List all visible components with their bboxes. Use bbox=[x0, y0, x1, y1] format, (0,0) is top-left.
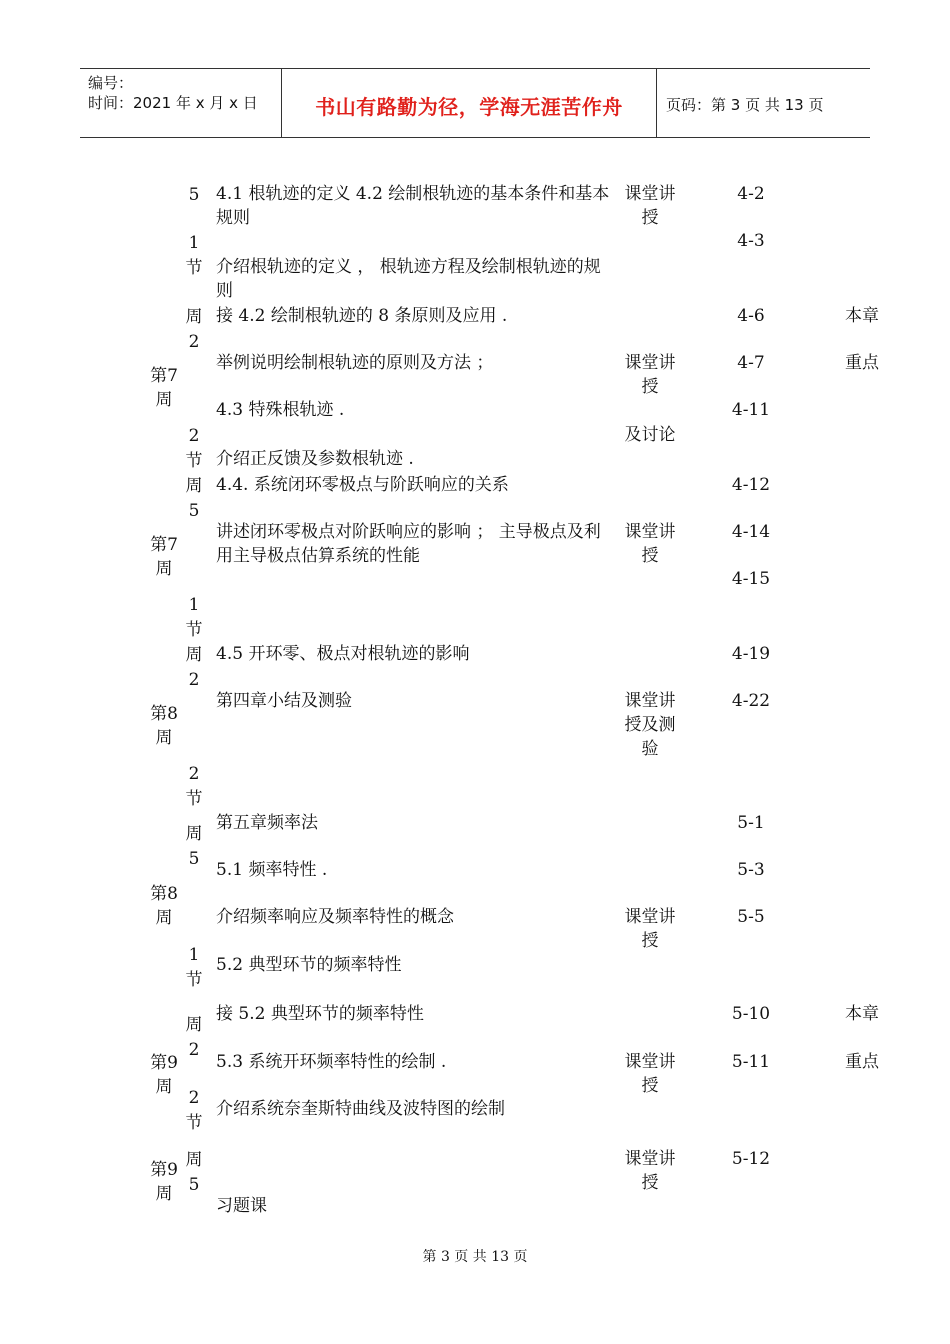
session-char: 节 bbox=[185, 451, 203, 471]
exercise-number: 5-12 bbox=[731, 1149, 771, 1169]
session-char: 5 bbox=[188, 1175, 200, 1195]
session-char: 1 bbox=[188, 595, 200, 615]
content-item: 举例说明绘制根轨迹的原则及方法 ； bbox=[216, 353, 494, 373]
session-char: 5 bbox=[188, 185, 200, 205]
exercise-number: 4-2 bbox=[737, 184, 765, 204]
teaching-method: 课堂讲 授 bbox=[624, 1052, 676, 1096]
exercise-number: 4-3 bbox=[737, 231, 765, 251]
session-char: 5 bbox=[188, 849, 200, 869]
content-item: 4.4. 系统闭环零极点与阶跃响应的关系 bbox=[216, 475, 509, 495]
content-item: 介绍根轨迹的定义 ， 根轨迹方程及绘制根轨迹的规则 bbox=[216, 257, 601, 301]
session-char: 周 bbox=[185, 307, 203, 327]
session-char: 节 bbox=[185, 258, 203, 278]
content-item: 5.3 系统开环频率特性的绘制 . bbox=[216, 1052, 447, 1072]
exercise-number: 4-22 bbox=[731, 691, 771, 711]
week-label: 第8 周 bbox=[150, 704, 178, 748]
content-item: 第四章小结及测验 bbox=[216, 691, 352, 711]
content-item: 第五章频率法 bbox=[216, 813, 318, 833]
document-date: 时间：2021 年 x 月 x 日 bbox=[88, 94, 258, 112]
session-char: 周 bbox=[185, 1015, 203, 1035]
teaching-method: 课堂讲 授 bbox=[624, 522, 676, 566]
header-divider bbox=[656, 69, 657, 137]
teaching-method: 课堂讲 授 bbox=[624, 1149, 676, 1193]
session-char: 2 bbox=[188, 332, 200, 352]
session-char: 节 bbox=[185, 970, 203, 990]
content-item: 介绍系统奈奎斯特曲线及波特图的绘制 bbox=[216, 1099, 505, 1119]
week-label: 第7 周 bbox=[150, 366, 178, 410]
teaching-method: 课堂讲 授 bbox=[624, 184, 676, 228]
session-char: 2 bbox=[188, 1088, 200, 1108]
session-char: 周 bbox=[185, 645, 203, 665]
content-item: 5.1 频率特性 . bbox=[216, 860, 328, 880]
week-label: 第9 周 bbox=[150, 1053, 178, 1097]
content-item: 4.1 根轨迹的定义 4.2 绘制根轨迹的基本条件和基本规则 bbox=[216, 184, 610, 228]
exercise-number: 4-14 bbox=[731, 522, 771, 542]
session-char: 2 bbox=[188, 764, 200, 784]
session-char: 节 bbox=[185, 620, 203, 640]
exercise-number: 5-11 bbox=[731, 1052, 771, 1072]
session-char: 2 bbox=[188, 1040, 200, 1060]
session-char: 1 bbox=[188, 233, 200, 253]
session-char: 周 bbox=[185, 824, 203, 844]
header-motto: 书山有路勤为径，学海无涯苦作舟 bbox=[315, 95, 623, 119]
content-item: 接 5.2 典型环节的频率特性 bbox=[216, 1004, 424, 1024]
document-number-label: 编号： bbox=[88, 74, 134, 92]
content-item: 习题课 bbox=[216, 1196, 267, 1216]
session-char: 周 bbox=[185, 1150, 203, 1170]
exercise-number: 5-1 bbox=[737, 813, 765, 833]
teaching-method: 及讨论 bbox=[624, 425, 676, 445]
content-item: 4.5 开环零、极点对根轨迹的影响 bbox=[216, 644, 470, 664]
teaching-method: 课堂讲 授及测 验 bbox=[624, 691, 676, 759]
content-item: 介绍频率响应及频率特性的概念 bbox=[216, 907, 454, 927]
session-char: 节 bbox=[185, 789, 203, 809]
page-header bbox=[80, 68, 870, 138]
content-item: 接 4.2 绘制根轨迹的 8 条原则及应用 . bbox=[216, 306, 508, 326]
content-item: 4.3 特殊根轨迹 . bbox=[216, 400, 345, 420]
key-note: 本章 重点 bbox=[845, 306, 879, 373]
header-page-info: 页码：第 3 页 共 13 页 bbox=[666, 96, 824, 114]
exercise-number: 4-6 bbox=[737, 306, 765, 326]
exercise-number: 5-5 bbox=[737, 907, 765, 927]
teaching-method: 课堂讲 授 bbox=[624, 907, 676, 951]
session-char: 2 bbox=[188, 426, 200, 446]
session-char: 1 bbox=[188, 945, 200, 965]
session-char: 节 bbox=[185, 1113, 203, 1133]
exercise-number: 4-15 bbox=[731, 569, 771, 589]
week-label: 第8 周 bbox=[150, 884, 178, 928]
session-char: 2 bbox=[188, 670, 200, 690]
week-label: 第9 周 bbox=[150, 1160, 178, 1204]
content-item: 5.2 典型环节的频率特性 bbox=[216, 955, 402, 975]
content-item: 介绍正反馈及参数根轨迹 . bbox=[216, 449, 414, 469]
content-item: 讲述闭环零极点对阶跃响应的影响 ； 主导极点及利用主导极点估算系统的性能 bbox=[216, 522, 601, 566]
exercise-number: 5-10 bbox=[731, 1004, 771, 1024]
teaching-method: 课堂讲 授 bbox=[624, 353, 676, 397]
key-note: 本章 重点 bbox=[845, 1004, 879, 1072]
exercise-number: 4-7 bbox=[737, 353, 765, 373]
exercise-number: 4-11 bbox=[731, 400, 771, 420]
page-footer: 第 3 页 共 13 页 bbox=[422, 1249, 528, 1265]
week-label: 第7 周 bbox=[150, 535, 178, 579]
session-char: 5 bbox=[188, 501, 200, 521]
exercise-number: 4-12 bbox=[731, 475, 771, 495]
exercise-number: 5-3 bbox=[737, 860, 765, 880]
exercise-number: 4-19 bbox=[731, 644, 771, 664]
header-meta bbox=[88, 73, 258, 113]
session-char: 周 bbox=[185, 476, 203, 496]
